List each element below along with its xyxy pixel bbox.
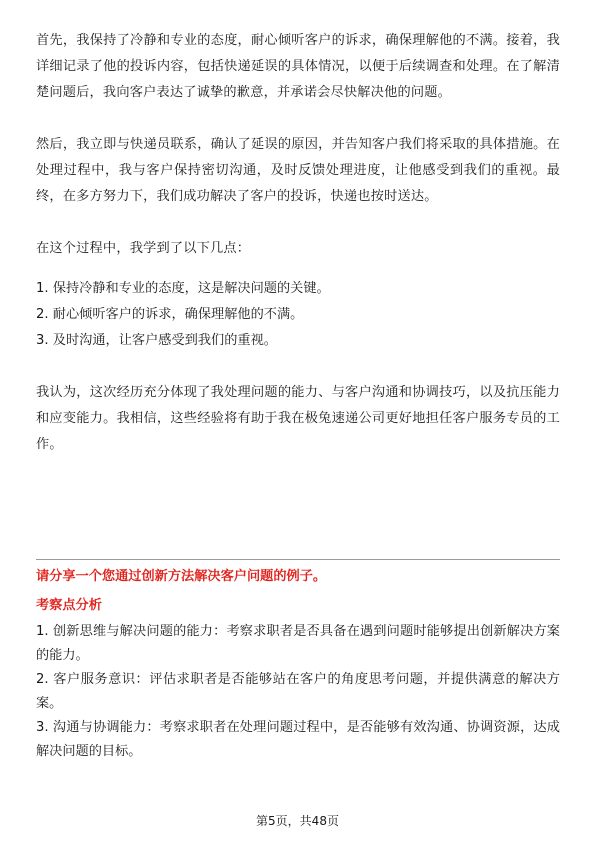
interview-question: 请分享一个您通过创新方法解决客户问题的例子。 xyxy=(36,569,327,584)
section-divider xyxy=(36,559,560,560)
paragraph-4: 我认为，这次经历充分体现了我处理问题的能力、与客户沟通和协调技巧，以及抗压能力和应变能力。我相信，这些经验将有助于我在极兔速递公司更好地担任客户服务专员的工作。 xyxy=(36,385,560,452)
analysis-points xyxy=(36,620,560,764)
answer-body xyxy=(36,28,560,458)
analysis-heading: 考察点分析 xyxy=(36,598,102,613)
list-item: 1. 保持冷静和专业的态度，这是解决问题的关键。 xyxy=(36,281,330,296)
paragraph-3: 在这个过程中，我学到了以下几点： xyxy=(36,241,251,256)
page-number: 第5页，共48页 xyxy=(256,814,339,828)
analysis-point: 1. 创新思维与解决问题的能力：考察求职者是否具备在遇到问题时能够提出创新解决方案的能力。 xyxy=(36,624,560,663)
paragraph-1: 首先，我保持了冷静和专业的态度，耐心倾听客户的诉求，确保理解他的不满。接着，我详细记录了他的投诉内容，包括快递延误的具体情况，以便于后续调查和处理。在了解清楚问题后，我向客户表达了诚挚的歉意，并承诺会尽快解决他的问题。 xyxy=(36,33,560,100)
analysis-point: 2. 客户服务意识：评估求职者是否能够站在客户的角度思考问题，并提供满意的解决方案。 xyxy=(36,672,560,711)
lessons-list xyxy=(36,276,560,354)
list-item: 2. 耐心倾听客户的诉求，确保理解他的不满。 xyxy=(36,307,304,322)
analysis-point: 3. 沟通与协调能力：考察求职者在处理问题过程中，是否能够有效沟通、协调资源，达成解决问题的目标。 xyxy=(36,720,560,759)
list-item: 3. 及时沟通，让客户感受到我们的重视。 xyxy=(36,333,277,348)
paragraph-2: 然后，我立即与快递员联系，确认了延误的原因，并告知客户我们将采取的具体措施。在处理过程中，我与客户保持密切沟通，及时反馈处理进度，让他感受到我们的重视。最终，在多方努力下，我们成功解决了客户的投诉，快递也按时送达。 xyxy=(36,137,560,204)
